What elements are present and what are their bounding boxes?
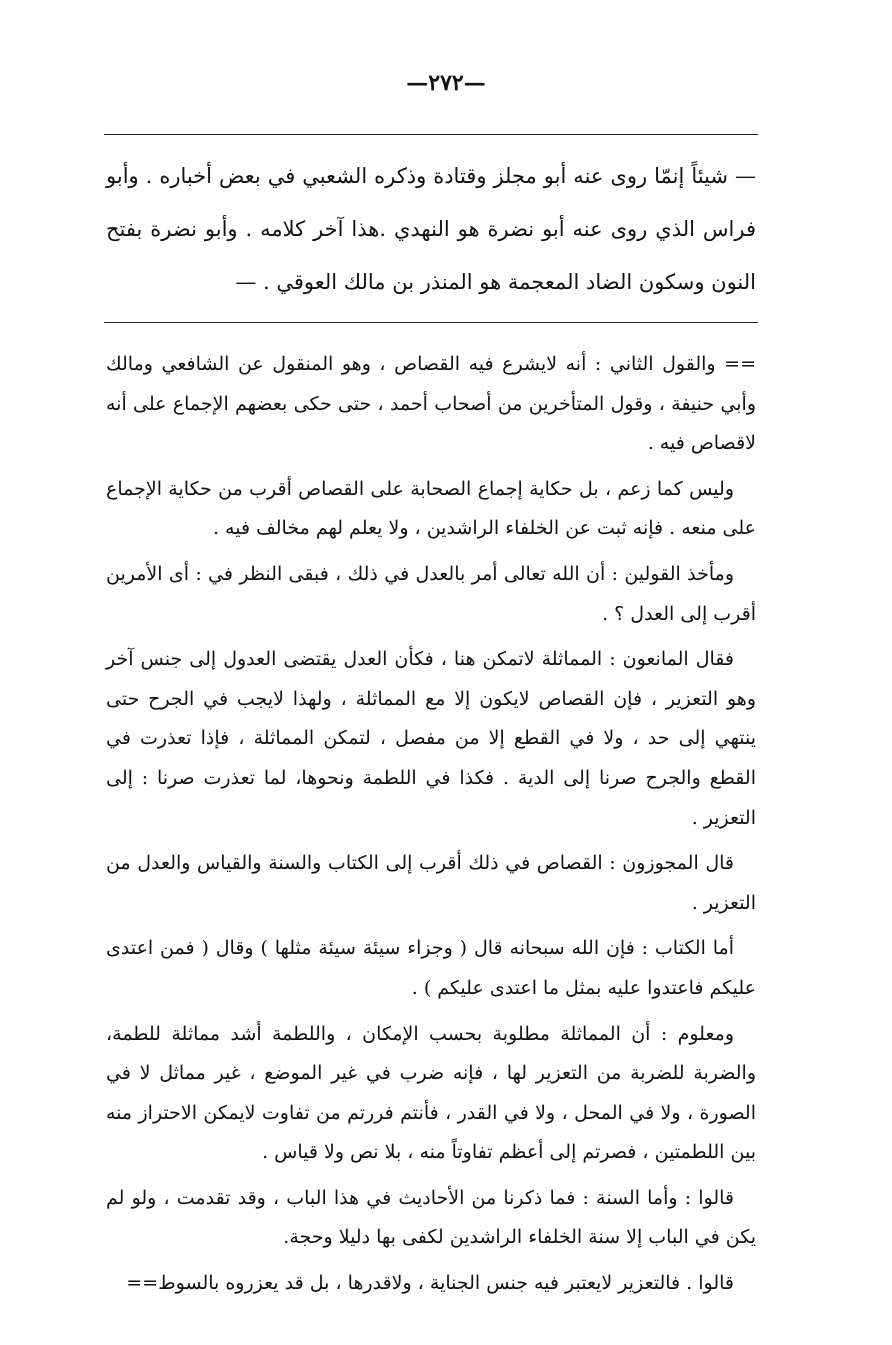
paragraph-book-evidence: أما الكتاب : فإن الله سبحانه قال ( وجزاء سيئة سيئة مثلها ) وقال ( فمن اعتدى عليكم فاعتدوا عليه بمثل ما اعتدى عليكم ) . — [106, 937, 756, 999]
footnote-text: — شيئاً إنمّا روى عنه أبو مجلز وقتادة وذكره الشعبي في بعض أخباره . وأبو فراس الذي روى عنه أبو نضرة هو النهدي .هذا آخر كلامه . وأبو نضرة بفتح النون وسكون الضاد المعجمة هو المنذر بن مالك العوقي . — — [106, 164, 756, 294]
paragraph-tazir: قالوا . فالتعزير لايعتبر فيه جنس الجناية ، ولاقدرها ، بل قد يعزروه بالسوط== — [126, 1272, 734, 1295]
top-divider — [104, 134, 758, 135]
page-number: —٢٧٢— — [406, 70, 486, 96]
footnote-divider — [104, 322, 758, 323]
paragraph-equivalence: ومعلوم : أن المماثلة مطلوبة بحسب الإمكان ، واللطمة أشد مماثلة للطمة، والضربة للضربة من التعزير لها ، فإنه ضرب في غير الموضع ، غير مماثل لا في الصورة ، ولا في المحل ، ولا في القدر ، فأنتم فررتم من تفاوت لايمكن الاحتراز منه بين اللطمتين ، فصرتم إلى أعظم تفاوتاً منه ، بلا نص ولا قياس . — [106, 1022, 756, 1164]
footnote — [106, 150, 756, 309]
paragraph-sunnah-evidence: قالوا : وأما السنة : فما ذكرنا من الأحاديث في هذا الباب ، وقد تقدمت ، ولو لم يكن في الباب إلا سنة الخلفاء الراشدين لكفى بها دليلا وحجة. — [106, 1186, 756, 1249]
paragraph-permitters: قال المجوزون : القصاص في ذلك أقرب إلى الكتاب والسنة والقياس والعدل من التعزير . — [106, 852, 756, 914]
main-text — [106, 345, 756, 1310]
paragraph-basis: ومأخذ القولين : أن الله تعالى أمر بالعدل في ذلك ، فبقى النظر في : أى الأمرين أقرب إلى العدل ؟ . — [106, 562, 756, 625]
paragraph-second-opinion: == والقول الثاني : أنه لايشرع فيه القصاص ، وهو المنقول عن الشافعي ومالك وأبي حنيفة ، وقول المتأخرين من أصحاب أحمد ، حتى حكى بعضهم الإجماع على أنه لاقصاص فيه . — [106, 353, 756, 455]
paragraph-refutation: وليس كما زعم ، بل حكاية إجماع الصحابة على القصاص أقرب من حكاية الإجماع على منعه . فإنه ثبت عن الخلفاء الراشدين ، ولا يعلم لهم مخالف فيه . — [106, 477, 756, 540]
paragraph-preventers: فقال المانعون : المماثلة لاتمكن هنا ، فكأن العدل يقتضى العدول إلى جنس آخر وهو التعزير ، فإن القصاص لايكون إلا مع المماثلة ، ولهذا لايجب في الجرح حتى ينتهي إلى حد ، ولا في القطع إلا من مفصل ، لتمكن المماثلة ، فإذا تعذرت في القطع والجرح صرنا إلى الدية . فكذا في اللطمة ونحوها، لما تعذرت صرنا : إلى التعزير . — [106, 648, 756, 829]
